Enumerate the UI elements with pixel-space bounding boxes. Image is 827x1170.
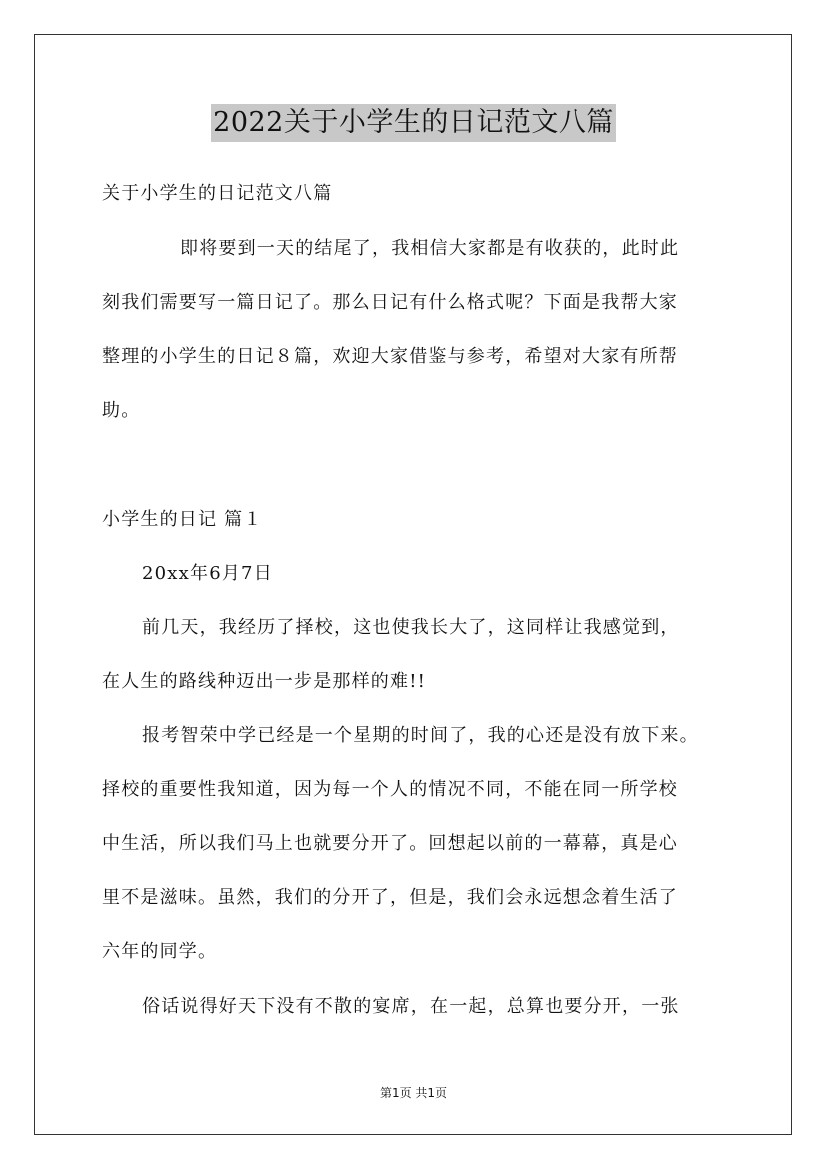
page-footer: 第1页 共1页 <box>379 1086 448 1100</box>
document-title: 2022关于小学生的日记范文八篇 <box>211 104 616 142</box>
body-line: 择校的重要性我知道，因为每一个人的情况不同，不能在同一所学校 <box>102 779 678 800</box>
body-line: 前几天，我经历了择校，这也使我长大了，这同样让我感觉到， <box>142 617 680 638</box>
body-line: 里不是滋味。虽然，我们的分开了，但是，我们会永远想念着生活了 <box>102 887 678 908</box>
title-container <box>0 104 827 142</box>
body-line: 报考智荣中学已经是一个星期的时间了，我的心还是没有放下来。 <box>142 725 699 746</box>
intro-line: 刻我们需要写一篇日记了。那么日记有什么格式呢？下面是我帮大家 <box>102 292 678 313</box>
section-heading: 小学生的日记 篇１ <box>102 509 263 530</box>
diary-date: 20xx年6月7日 <box>142 563 273 584</box>
intro-line: 整理的小学生的日记８篇，欢迎大家借鉴与参考，希望对大家有所帮 <box>102 346 678 367</box>
intro-line: 即将要到一天的结尾了，我相信大家都是有收获的，此时此 <box>180 238 680 259</box>
body-line: 俗话说得好天下没有不散的宴席，在一起，总算也要分开，一张 <box>142 996 680 1017</box>
document-subtitle: 关于小学生的日记范文八篇 <box>102 183 333 204</box>
body-line: 六年的同学。 <box>102 941 218 962</box>
intro-line: 助。 <box>102 400 141 421</box>
body-line: 在人生的路线种迈出一步是那样的难!! <box>102 671 427 692</box>
body-line: 中生活，所以我们马上也就要分开了。回想起以前的一幕幕，真是心 <box>102 833 678 854</box>
